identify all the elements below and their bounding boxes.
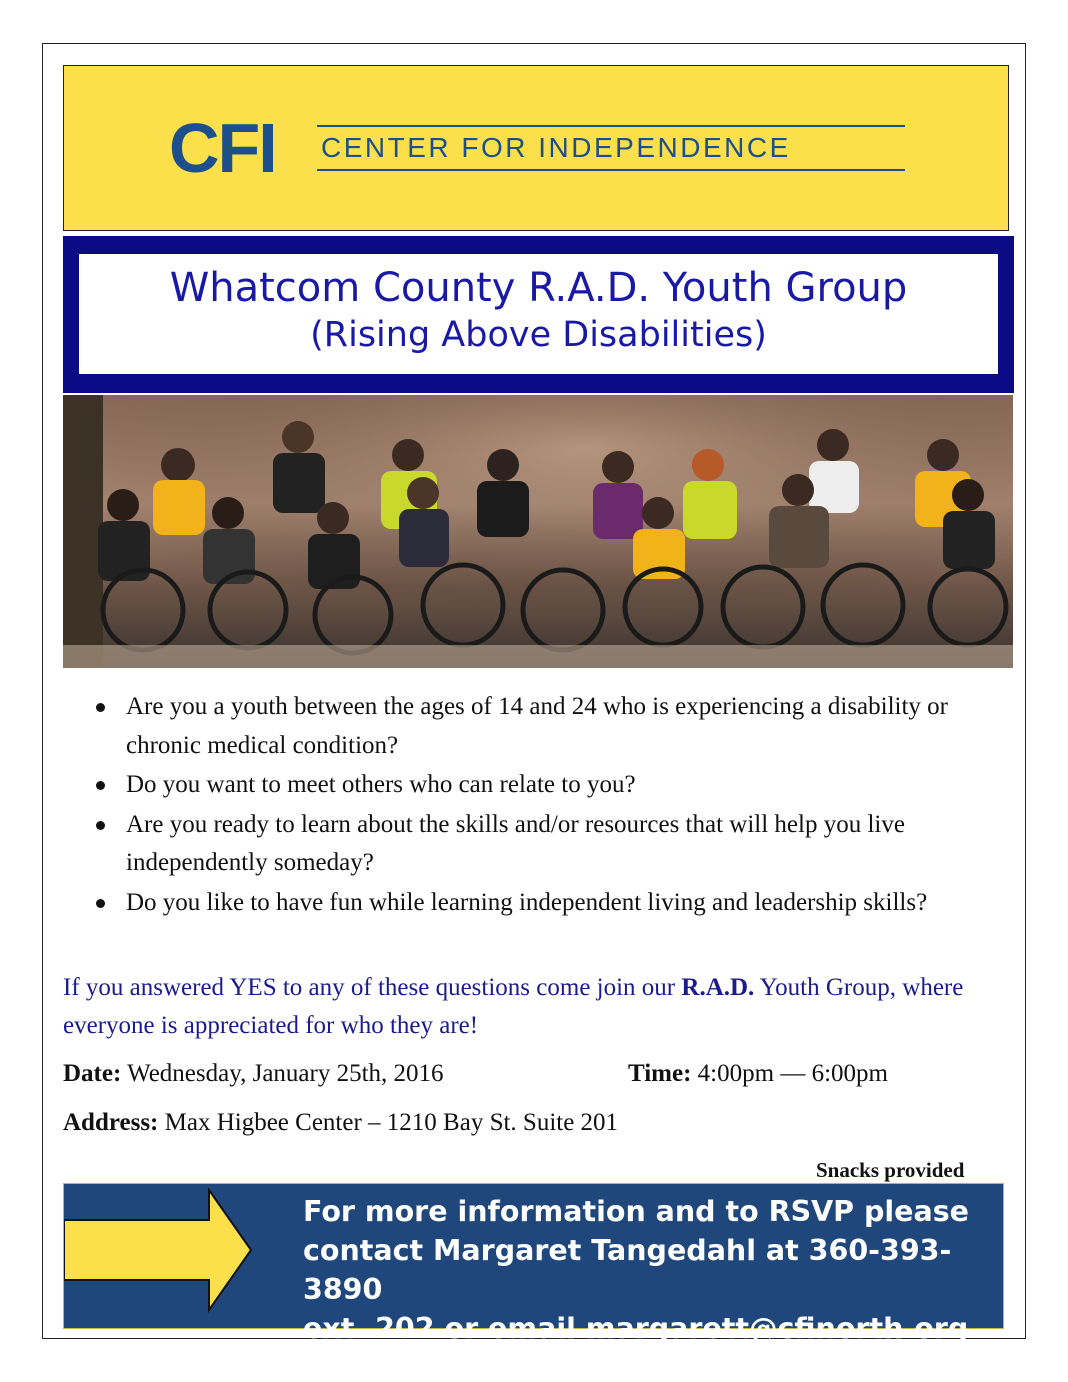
event-address [63,1108,618,1138]
page-subtitle: (Rising Above Disabilities) [310,315,767,355]
contact-box [63,1183,1004,1345]
logo-text: CENTER FOR INDEPENDENCE [321,132,791,163]
contact-line: For more information and to RSVP please [303,1195,969,1228]
time-value: 4:00pm — 6:00pm [691,1060,888,1087]
address-value: Max Higbee Center – 1210 Bay St. Suite 201 [158,1109,619,1136]
list-item: Are you ready to learn about the skills and/or resources that will help you live independently someday? [92,806,1012,883]
snacks-note: Snacks provided [816,1158,965,1182]
header-banner [63,65,1009,231]
logo-rule-top [317,125,905,127]
date-value: Wednesday, January 25th, 2016 [121,1060,444,1087]
date-label: Date: [63,1060,122,1087]
list-item: Are you a youth between the ages of 14 and 24 who is experiencing a disability or chronic medical condition? [92,688,1012,765]
logo-mark: CFI [169,109,276,187]
group-photo-illustration [63,395,1013,668]
cta-group-name: R.A.D. [681,974,755,1001]
time-label: Time: [628,1060,692,1087]
contact-info [303,1192,1003,1348]
arrow-right-icon [64,1188,254,1318]
event-time [628,1059,888,1089]
title-box [63,236,1014,393]
cfi-logo [169,111,909,187]
event-date [63,1059,444,1089]
contact-line: contact Margaret Tangedahl at 360-393-3890 [303,1234,952,1306]
group-photo [63,395,1013,668]
contact-line: ext. 202 or email margarett@cfinorth.org [303,1312,969,1345]
logo-rule-bottom [317,169,905,171]
question-list [92,688,1012,923]
page-title: Whatcom County R.A.D. Youth Group [169,265,908,311]
call-to-action [63,969,1013,1045]
cta-text-end: Youth Group, where everyone is appreciated for who they are! [63,974,964,1039]
title-panel [79,254,998,374]
cta-text-start: If you answered YES to any of these questions come join our [63,974,682,1001]
list-item: Do you want to meet others who can relate to you? [92,766,1012,805]
list-item: Do you like to have fun while learning independent living and leadership skills? [92,884,1012,923]
address-label: Address: [63,1109,159,1136]
